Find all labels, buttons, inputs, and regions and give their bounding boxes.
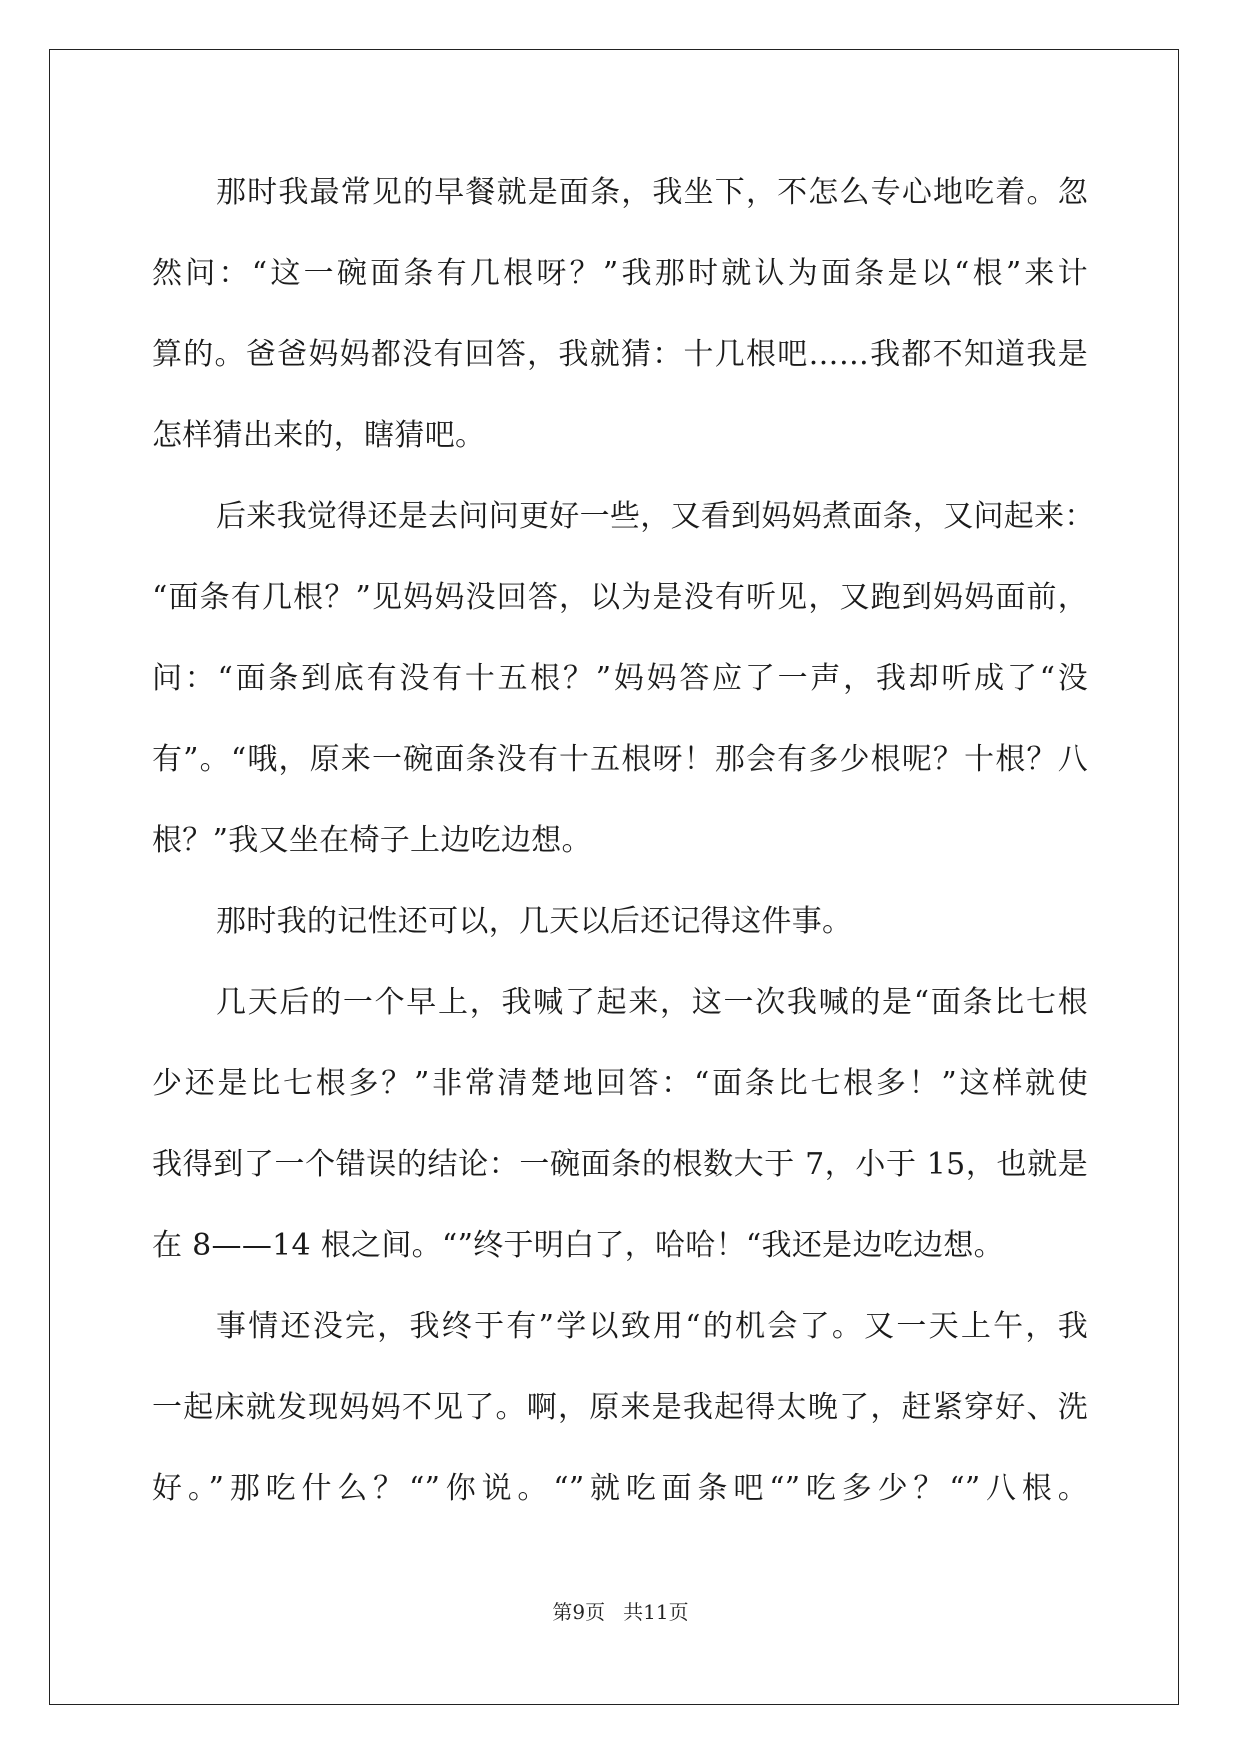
document-body	[152, 152, 1095, 1529]
text-line: 那时我最常见的早餐就是面条，我坐下，不怎么专心地吃着。忽	[216, 175, 1088, 210]
text-line: “面条有几根？”见妈妈没回答，以为是没有听见，又跑到妈妈面前，	[152, 580, 1088, 615]
text-line: 怎样猜出来的，瞎猜吧。	[152, 418, 486, 453]
text-line: 有”。“哦，原来一碗面条没有十五根呀！那会有多少根呢？十根？八	[152, 742, 1088, 777]
page-footer	[0, 1596, 1241, 1625]
text-line: 一起床就发现妈妈不见了。啊，原来是我起得太晚了，赶紧穿好、洗	[152, 1390, 1088, 1425]
text-line: 后来我觉得还是去问问更好一些，又看到妈妈煮面条，又问起来：	[216, 499, 1095, 534]
text-line: 算的。爸爸妈妈都没有回答，我就猜：十几根吧……我都不知道我是	[152, 337, 1088, 372]
page-number: 第9页	[552, 1600, 606, 1624]
text-line: 我得到了一个错误的结论：一碗面条的根数大于 7，小于 15，也就是	[152, 1147, 1088, 1182]
text-line: 好。”那吃什么？“”你说。“”就吃面条吧“”吃多少？“”八根。	[152, 1471, 1088, 1506]
text-line: 问：“面条到底有没有十五根？”妈妈答应了一声，我却听成了“没	[152, 661, 1088, 696]
text-line: 根？”我又坐在椅子上边吃边想。	[152, 823, 592, 858]
text-line: 那时我的记性还可以，几天以后还记得这件事。	[216, 904, 853, 939]
text-line: 几天后的一个早上，我喊了起来，这一次我喊的是“面条比七根	[216, 985, 1088, 1020]
text-line: 事情还没完，我终于有”学以致用“的机会了。又一天上午，我	[216, 1309, 1088, 1344]
text-line: 然问：“这一碗面条有几根呀？”我那时就认为面条是以“根”来计	[152, 256, 1088, 291]
text-line: 在 8——14 根之间。“”终于明白了，哈哈！“我还是边吃边想。	[152, 1228, 1004, 1263]
text-line: 少还是比七根多？”非常清楚地回答：“面条比七根多！”这样就使	[152, 1066, 1088, 1101]
page-total: 共11页	[623, 1600, 689, 1624]
